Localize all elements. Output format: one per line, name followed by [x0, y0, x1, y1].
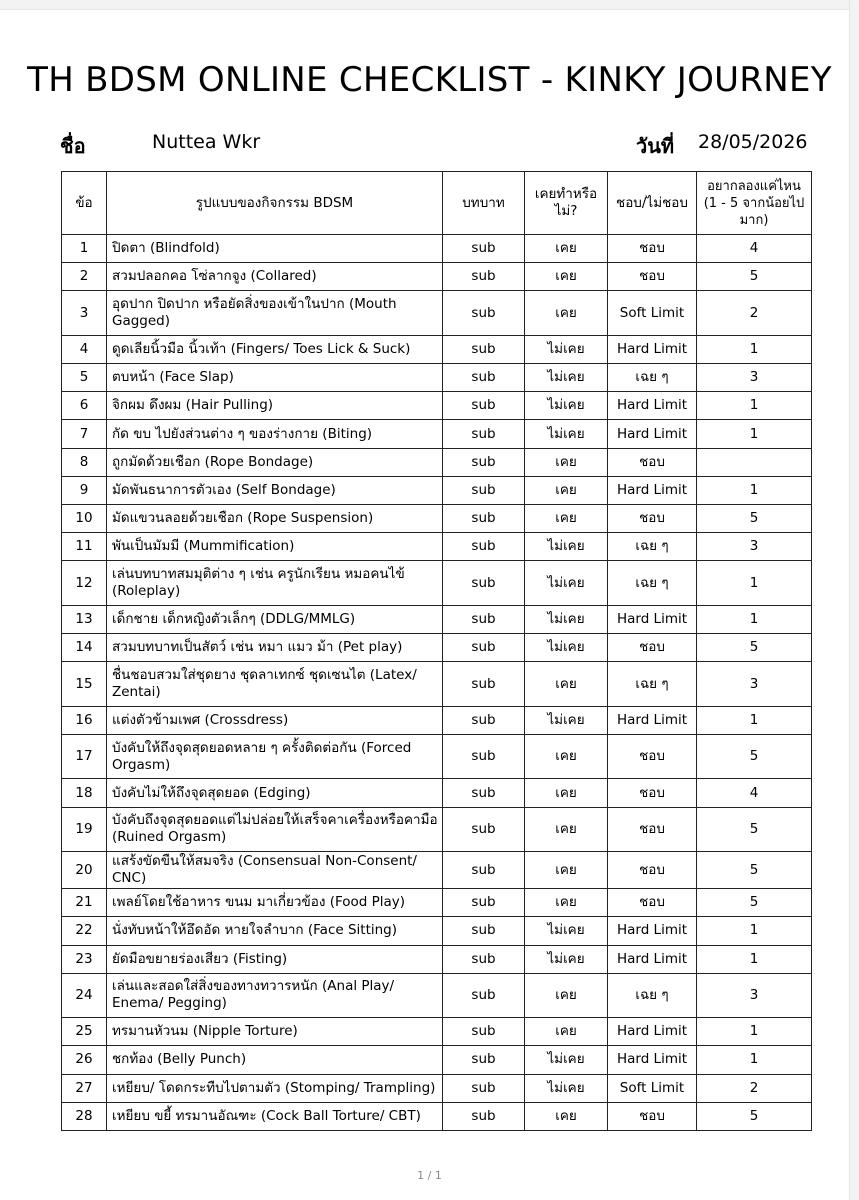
table-row	[62, 533, 812, 561]
row-done: เคย	[525, 852, 608, 889]
row-no: 28	[62, 1102, 107, 1130]
table-row	[62, 706, 812, 734]
row-role: sub	[443, 889, 525, 917]
row-activity: อุดปาก ปิดปาก หรือยัดสิ่งของเข้าในปาก (Mouth Gagged)	[107, 291, 443, 336]
page-number: 1 / 1	[417, 1169, 442, 1182]
row-done: เคย	[525, 291, 608, 336]
row-no: 27	[62, 1074, 107, 1102]
row-rating: 3	[697, 364, 812, 392]
row-rating: 1	[697, 706, 812, 734]
row-role: sub	[443, 917, 525, 945]
row-rating: 1	[697, 917, 812, 945]
table-row	[62, 945, 812, 973]
row-role: sub	[443, 734, 525, 779]
table-row	[62, 235, 812, 263]
table-row	[62, 448, 812, 476]
header-activity: รูปแบบของกิจกรรม BDSM	[107, 172, 443, 235]
name-value: Nuttea Wkr	[152, 131, 261, 153]
row-activity: สวมบทบาทเป็นสัตว์ เช่น หมา แมว ม้า (Pet play)	[107, 634, 443, 662]
row-role: sub	[443, 476, 525, 504]
row-rating: 3	[697, 662, 812, 707]
row-activity: บังคับไม่ให้ถึงจุดสุดยอด (Edging)	[107, 779, 443, 807]
table-row	[62, 263, 812, 291]
row-no: 6	[62, 392, 107, 420]
row-rating: 5	[697, 505, 812, 533]
header-rating: อยากลองแค่ไหน (1 - 5 จากน้อยไปมาก)	[697, 172, 812, 235]
row-like: Soft Limit	[608, 1074, 697, 1102]
row-done: เคย	[525, 476, 608, 504]
header-no: ข้อ	[62, 172, 107, 235]
row-role: sub	[443, 335, 525, 363]
row-role: sub	[443, 235, 525, 263]
row-like: Soft Limit	[608, 291, 697, 336]
row-like: ชอบ	[608, 889, 697, 917]
row-rating: 1	[697, 476, 812, 504]
row-role: sub	[443, 852, 525, 889]
row-role: sub	[443, 1074, 525, 1102]
table-row	[62, 852, 812, 889]
table-row	[62, 973, 812, 1018]
row-activity: ถูกมัดด้วยเชือก (Rope Bondage)	[107, 448, 443, 476]
row-like: ชอบ	[608, 235, 697, 263]
row-activity: ยัดมือขยายร่องเสียว (Fisting)	[107, 945, 443, 973]
row-activity: บังคับให้ถึงจุดสุดยอดหลาย ๆ ครั้งติดต่อกัน (Forced Orgasm)	[107, 734, 443, 779]
row-like: Hard Limit	[608, 392, 697, 420]
row-done: เคย	[525, 1102, 608, 1130]
row-role: sub	[443, 973, 525, 1018]
row-rating: 5	[697, 734, 812, 779]
row-role: sub	[443, 533, 525, 561]
row-role: sub	[443, 605, 525, 633]
row-no: 16	[62, 706, 107, 734]
row-done: เคย	[525, 779, 608, 807]
row-activity: ชกท้อง (Belly Punch)	[107, 1046, 443, 1074]
row-like: ชอบ	[608, 1102, 697, 1130]
row-role: sub	[443, 448, 525, 476]
checklist-table	[61, 171, 812, 1131]
date-label: วันที่	[636, 134, 675, 158]
row-rating: 1	[697, 945, 812, 973]
row-like: Hard Limit	[608, 420, 697, 448]
row-role: sub	[443, 1018, 525, 1046]
row-role: sub	[443, 561, 525, 606]
row-done: เคย	[525, 807, 608, 852]
row-done: ไม่เคย	[525, 533, 608, 561]
row-done: ไม่เคย	[525, 706, 608, 734]
row-role: sub	[443, 420, 525, 448]
row-no: 15	[62, 662, 107, 707]
row-activity: เพลย์โดยใช้อาหาร ขนม มาเกี่ยวข้อง (Food Play)	[107, 889, 443, 917]
row-role: sub	[443, 1046, 525, 1074]
table-row	[62, 505, 812, 533]
row-role: sub	[443, 634, 525, 662]
row-activity: เหยียบ/ โดดกระทืบไปตามตัว (Stomping/ Trampling)	[107, 1074, 443, 1102]
table-row	[62, 917, 812, 945]
row-role: sub	[443, 392, 525, 420]
row-activity: แต่งตัวข้ามเพศ (Crossdress)	[107, 706, 443, 734]
row-activity: ดูดเลียนิ้วมือ นิ้วเท้า (Fingers/ Toes Lick & Suck)	[107, 335, 443, 363]
row-done: ไม่เคย	[525, 392, 608, 420]
row-like: เฉย ๆ	[608, 561, 697, 606]
row-role: sub	[443, 779, 525, 807]
row-role: sub	[443, 263, 525, 291]
row-rating: 1	[697, 1018, 812, 1046]
row-done: ไม่เคย	[525, 420, 608, 448]
row-role: sub	[443, 505, 525, 533]
table-row	[62, 392, 812, 420]
row-activity: มัดพันธนาการตัวเอง (Self Bondage)	[107, 476, 443, 504]
table-row	[62, 1102, 812, 1130]
row-done: ไม่เคย	[525, 634, 608, 662]
row-activity: เหยียบ ขยี้ ทรมานอัณฑะ (Cock Ball Torture/ CBT)	[107, 1102, 443, 1130]
row-rating: 2	[697, 291, 812, 336]
row-rating: 1	[697, 335, 812, 363]
row-no: 26	[62, 1046, 107, 1074]
row-done: ไม่เคย	[525, 605, 608, 633]
row-done: เคย	[525, 889, 608, 917]
row-like: Hard Limit	[608, 335, 697, 363]
row-done: เคย	[525, 1018, 608, 1046]
row-role: sub	[443, 291, 525, 336]
row-done: เคย	[525, 505, 608, 533]
row-no: 14	[62, 634, 107, 662]
row-activity: พันเป็นมัมมี (Mummification)	[107, 533, 443, 561]
row-rating: 5	[697, 807, 812, 852]
row-role: sub	[443, 662, 525, 707]
row-no: 11	[62, 533, 107, 561]
row-like: เฉย ๆ	[608, 364, 697, 392]
name-label: ชื่อ	[60, 134, 86, 158]
table-row	[62, 634, 812, 662]
row-no: 21	[62, 889, 107, 917]
row-done: เคย	[525, 973, 608, 1018]
table-row	[62, 779, 812, 807]
row-no: 3	[62, 291, 107, 336]
row-rating: 1	[697, 605, 812, 633]
row-no: 19	[62, 807, 107, 852]
row-like: เฉย ๆ	[608, 973, 697, 1018]
row-rating: 5	[697, 852, 812, 889]
row-no: 22	[62, 917, 107, 945]
table-row	[62, 561, 812, 606]
table-row	[62, 476, 812, 504]
row-rating: 4	[697, 235, 812, 263]
table-row	[62, 364, 812, 392]
row-like: ชอบ	[608, 807, 697, 852]
table-row	[62, 662, 812, 707]
row-rating: 1	[697, 561, 812, 606]
row-role: sub	[443, 945, 525, 973]
table-row	[62, 291, 812, 336]
row-done: ไม่เคย	[525, 945, 608, 973]
row-role: sub	[443, 364, 525, 392]
row-activity: มัดแขวนลอยด้วยเชือก (Rope Suspension)	[107, 505, 443, 533]
row-activity: จิกผม ดึงผม (Hair Pulling)	[107, 392, 443, 420]
row-done: เคย	[525, 235, 608, 263]
table-row	[62, 807, 812, 852]
row-done: ไม่เคย	[525, 364, 608, 392]
row-rating: 2	[697, 1074, 812, 1102]
table-row	[62, 889, 812, 917]
table-row	[62, 1074, 812, 1102]
row-rating: 5	[697, 1102, 812, 1130]
row-no: 18	[62, 779, 107, 807]
row-like: ชอบ	[608, 448, 697, 476]
row-like: Hard Limit	[608, 917, 697, 945]
page-edge	[0, 0, 859, 10]
row-done: เคย	[525, 448, 608, 476]
row-rating: 1	[697, 1046, 812, 1074]
row-rating: 3	[697, 533, 812, 561]
table-row	[62, 1046, 812, 1074]
table-row	[62, 734, 812, 779]
row-activity: ชื่นชอบสวมใส่ชุดยาง ชุดลาเทกซ์ ชุดเซนไต (Latex/ Zentai)	[107, 662, 443, 707]
row-rating: 5	[697, 634, 812, 662]
row-no: 9	[62, 476, 107, 504]
table-row	[62, 335, 812, 363]
row-rating: 5	[697, 263, 812, 291]
row-no: 20	[62, 852, 107, 889]
row-activity: เล่นบทบาทสมมุติต่าง ๆ เช่น ครูนักเรียน หมอคนไข้ (Roleplay)	[107, 561, 443, 606]
row-like: Hard Limit	[608, 945, 697, 973]
row-like: Hard Limit	[608, 476, 697, 504]
row-done: เคย	[525, 734, 608, 779]
row-like: เฉย ๆ	[608, 662, 697, 707]
row-like: ชอบ	[608, 779, 697, 807]
row-activity: สวมปลอกคอ โซ่ลากจูง (Collared)	[107, 263, 443, 291]
row-activity: ปิดตา (Blindfold)	[107, 235, 443, 263]
row-no: 10	[62, 505, 107, 533]
row-activity: บังคับถึงจุดสุดยอดแต่ไม่ปล่อยให้เสร็จคาเครื่องหรือคามือ (Ruined Orgasm)	[107, 807, 443, 852]
row-done: เคย	[525, 662, 608, 707]
row-like: Hard Limit	[608, 706, 697, 734]
row-done: ไม่เคย	[525, 1046, 608, 1074]
header-like: ชอบ/ไม่ชอบ	[608, 172, 697, 235]
row-done: ไม่เคย	[525, 917, 608, 945]
row-activity: แสร้งขัดขืนให้สมจริง (Consensual Non-Consent/ CNC)	[107, 852, 443, 889]
table-row	[62, 605, 812, 633]
row-like: ชอบ	[608, 263, 697, 291]
table-row	[62, 1018, 812, 1046]
row-rating: 1	[697, 392, 812, 420]
row-like: เฉย ๆ	[608, 533, 697, 561]
row-no: 7	[62, 420, 107, 448]
row-done: ไม่เคย	[525, 1074, 608, 1102]
row-no: 2	[62, 263, 107, 291]
row-no: 23	[62, 945, 107, 973]
row-activity: เล่นและสอดใส่สิ่งของทางทวารหนัก (Anal Play/ Enema/ Pegging)	[107, 973, 443, 1018]
row-activity: กัด ขบ ไปยังส่วนต่าง ๆ ของร่างกาย (Biting)	[107, 420, 443, 448]
row-no: 8	[62, 448, 107, 476]
row-role: sub	[443, 1102, 525, 1130]
row-role: sub	[443, 706, 525, 734]
row-role: sub	[443, 807, 525, 852]
table-header-row	[62, 172, 812, 235]
header-done: เคยทำหรือไม่?	[525, 172, 608, 235]
row-like: Hard Limit	[608, 605, 697, 633]
page-edge-right	[849, 0, 859, 1200]
row-activity: ตบหน้า (Face Slap)	[107, 364, 443, 392]
row-done: ไม่เคย	[525, 561, 608, 606]
row-no: 25	[62, 1018, 107, 1046]
row-rating: 5	[697, 889, 812, 917]
row-done: เคย	[525, 263, 608, 291]
row-no: 17	[62, 734, 107, 779]
row-like: ชอบ	[608, 634, 697, 662]
page-title: TH BDSM ONLINE CHECKLIST - KINKY JOURNEY	[27, 60, 832, 100]
row-done: ไม่เคย	[525, 335, 608, 363]
date-value: 28/05/2026	[698, 131, 808, 153]
row-rating: 1	[697, 420, 812, 448]
row-no: 5	[62, 364, 107, 392]
row-activity: เด็กชาย เด็กหญิงตัวเล็กๆ (DDLG/MMLG)	[107, 605, 443, 633]
row-rating: 3	[697, 973, 812, 1018]
row-no: 12	[62, 561, 107, 606]
table-row	[62, 420, 812, 448]
row-like: Hard Limit	[608, 1046, 697, 1074]
header-role: บทบาท	[443, 172, 525, 235]
row-no: 24	[62, 973, 107, 1018]
row-like: ชอบ	[608, 734, 697, 779]
row-like: ชอบ	[608, 852, 697, 889]
row-no: 4	[62, 335, 107, 363]
row-activity: ทรมานหัวนม (Nipple Torture)	[107, 1018, 443, 1046]
row-like: ชอบ	[608, 505, 697, 533]
row-activity: นั่งทับหน้าให้อึดอัด หายใจลำบาก (Face Sitting)	[107, 917, 443, 945]
row-no: 13	[62, 605, 107, 633]
row-rating: 4	[697, 779, 812, 807]
row-rating	[697, 448, 812, 476]
row-no: 1	[62, 235, 107, 263]
row-like: Hard Limit	[608, 1018, 697, 1046]
